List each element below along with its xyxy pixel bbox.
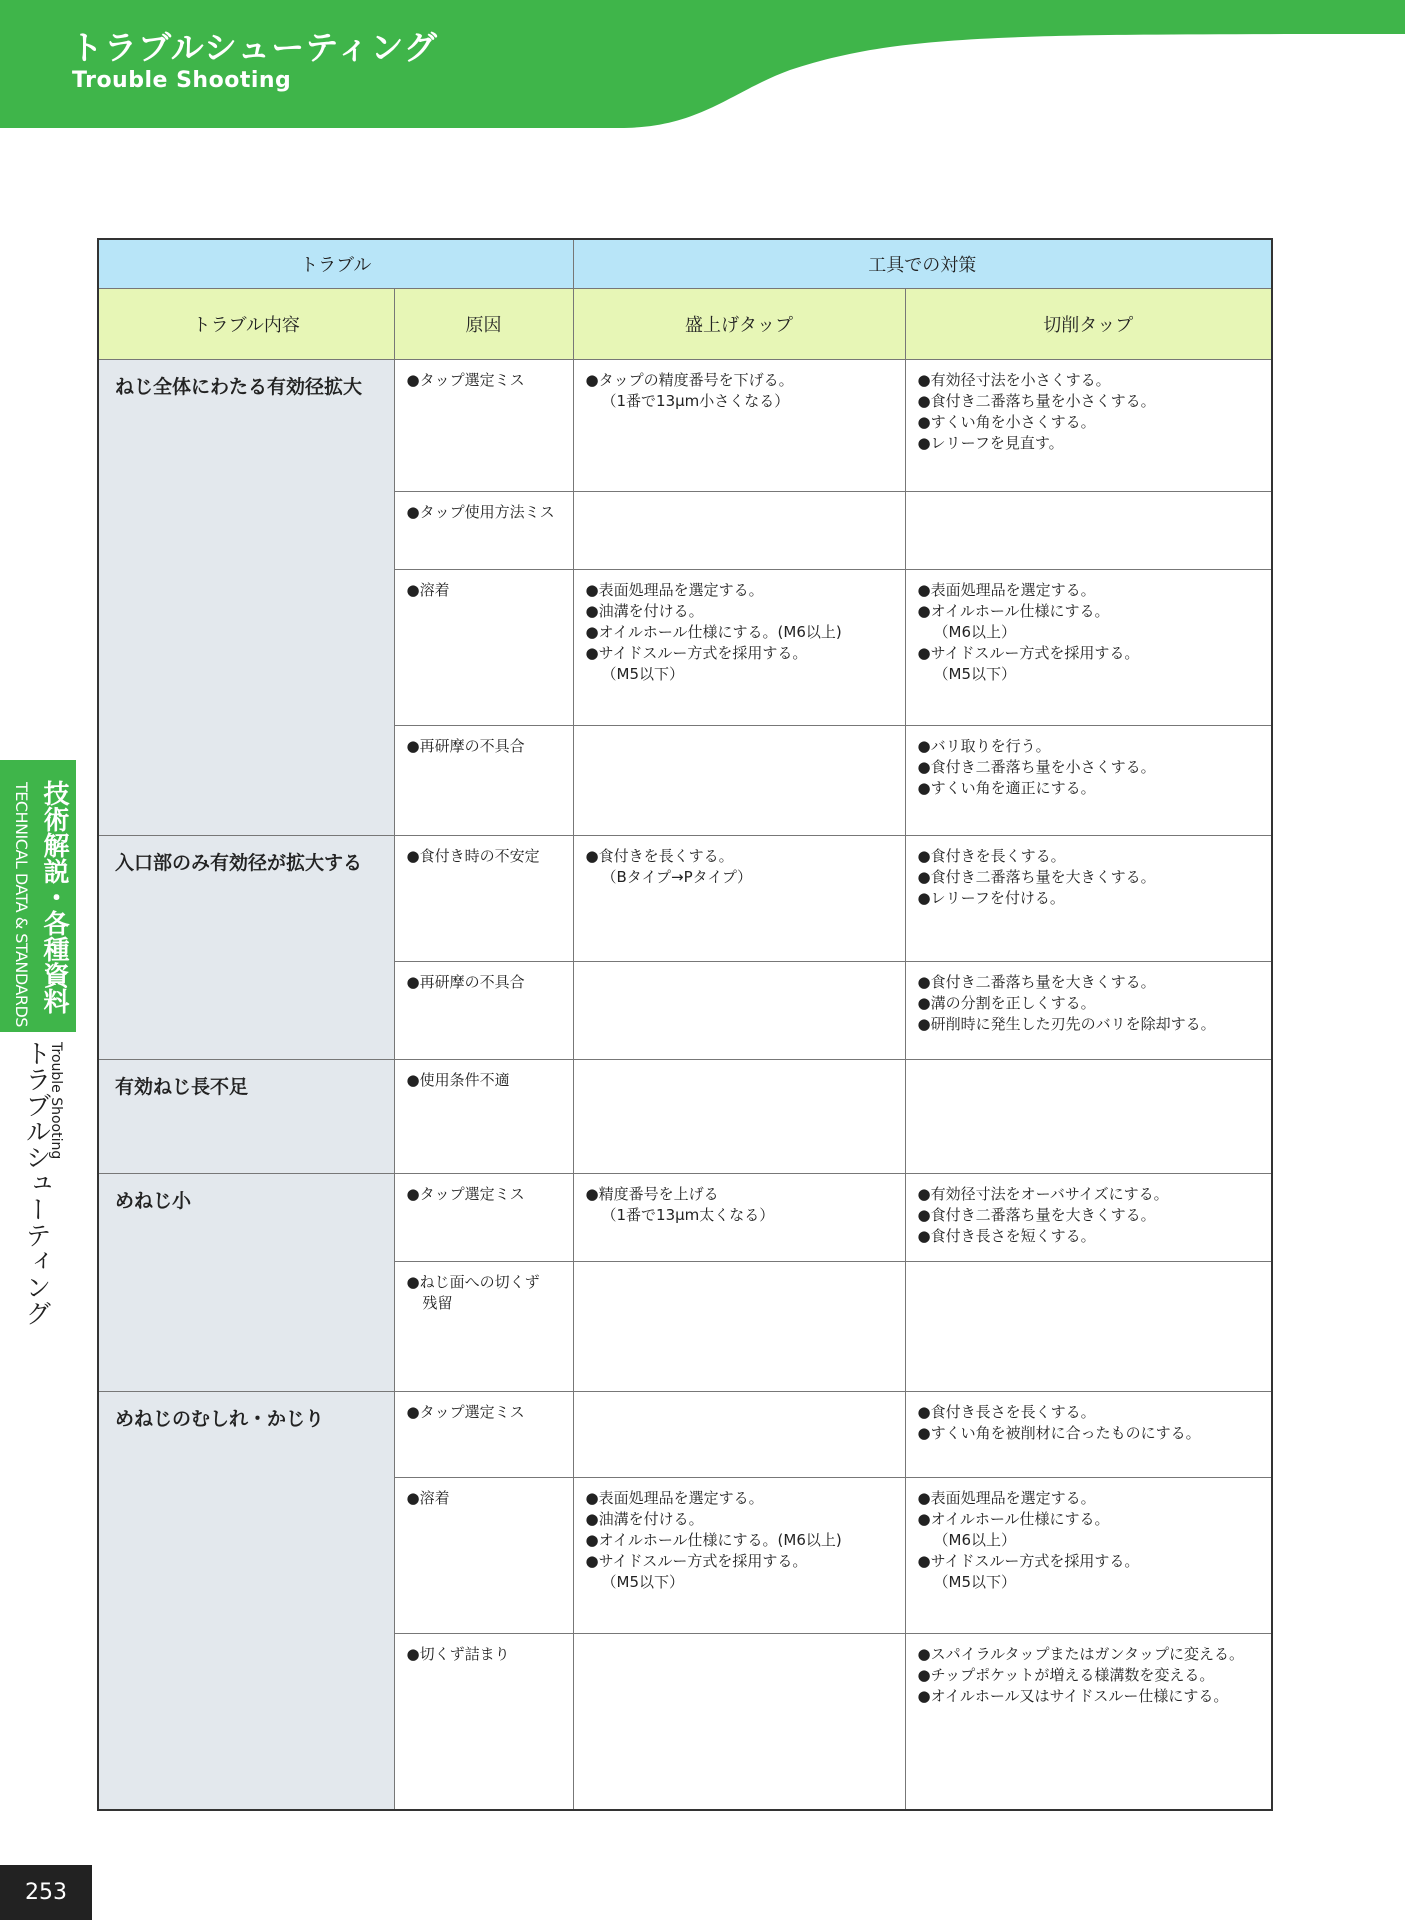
forming-cell xyxy=(573,1174,905,1262)
cause-line: ●食付き時の不安定 xyxy=(406,847,540,865)
cause-cell xyxy=(394,1262,573,1392)
forming-line: ●食付きを長くする。 xyxy=(585,847,734,865)
cutting-line: ●表面処理品を選定する。 xyxy=(917,581,1096,599)
forming-line: ●オイルホール仕様にする。(M6以上) xyxy=(585,1531,842,1549)
cutting-line: ●食付き二番落ち量を小さくする。 xyxy=(917,758,1156,776)
cutting-cell xyxy=(905,726,1272,836)
side-category-en: TECHNICAL DATA & STANDARDS xyxy=(12,782,31,1027)
cause-line: ●溶着 xyxy=(406,1489,450,1507)
table-body xyxy=(98,360,1272,1810)
cause-line: ●タップ選定ミス xyxy=(406,1185,525,1203)
cutting-line: ●オイルホール仕様にする。 xyxy=(917,1510,1110,1528)
table-row xyxy=(98,1060,1272,1174)
cutting-line: ●食付きを長くする。 xyxy=(917,847,1066,865)
trouble-content-cell: 有効ねじ長不足 xyxy=(98,1060,394,1174)
cause-line: ●再研摩の不具合 xyxy=(406,973,525,991)
forming-line: ●タップの精度番号を下げる。 xyxy=(585,371,794,389)
cutting-cell xyxy=(905,1060,1272,1174)
cutting-cell xyxy=(905,1174,1272,1262)
page-number: 253 xyxy=(0,1865,92,1920)
forming-cell xyxy=(573,1634,905,1810)
cutting-cell xyxy=(905,836,1272,962)
cutting-line: ●食付き二番落ち量を大きくする。 xyxy=(917,868,1156,886)
trouble-content-cell: 入口部のみ有効径が拡大する xyxy=(98,836,394,1060)
forming-cell xyxy=(573,1478,905,1634)
cause-cell xyxy=(394,492,573,570)
column-forming-tap: 盛上げタップ xyxy=(573,289,905,360)
cutting-line: ●すくい角を被削材に合ったものにする。 xyxy=(917,1424,1201,1442)
cause-cell xyxy=(394,1478,573,1634)
cutting-line: ●食付き二番落ち量を小さくする。 xyxy=(917,392,1156,410)
cutting-line: ●レリーフを付ける。 xyxy=(917,889,1065,907)
cutting-line: ●すくい角を小さくする。 xyxy=(917,413,1096,431)
cutting-line: ●チップポケットが増える様溝数を変える。 xyxy=(917,1666,1215,1684)
cause-line: ●使用条件不適 xyxy=(406,1071,510,1089)
forming-line: （M5以下） xyxy=(601,1573,684,1591)
cause-line: ●溶着 xyxy=(406,581,450,599)
cutting-cell xyxy=(905,1478,1272,1634)
cause-cell xyxy=(394,726,573,836)
forming-cell xyxy=(573,836,905,962)
table-row xyxy=(98,1174,1272,1262)
page-title: トラブルシューティング xyxy=(70,28,438,67)
cutting-line: ●すくい角を適正にする。 xyxy=(917,779,1096,797)
cutting-cell xyxy=(905,492,1272,570)
cause-cell xyxy=(394,1060,573,1174)
cause-cell xyxy=(394,1392,573,1478)
cutting-cell xyxy=(905,1634,1272,1810)
cause-line: ●ねじ面への切くず xyxy=(406,1273,540,1291)
cause-cell xyxy=(394,962,573,1060)
forming-line: ●油溝を付ける。 xyxy=(585,602,704,620)
trouble-content-cell: ねじ全体にわたる有効径拡大 xyxy=(98,360,394,836)
cutting-line: ●スパイラルタップまたはガンタップに変える。 xyxy=(917,1645,1244,1663)
cutting-line: ●溝の分割を正しくする。 xyxy=(917,994,1096,1012)
cutting-line: ●食付き長さを長くする。 xyxy=(917,1403,1096,1421)
forming-line: ●オイルホール仕様にする。(M6以上) xyxy=(585,623,842,641)
header-trouble: トラブル xyxy=(98,239,573,289)
forming-line: （1番で13μm小さくなる） xyxy=(601,392,790,410)
cutting-cell xyxy=(905,962,1272,1060)
forming-cell xyxy=(573,570,905,726)
trouble-content-cell: めねじのむしれ・かじり xyxy=(98,1392,394,1810)
side-section-ja: トラブルシューティング xyxy=(21,1040,51,1326)
forming-line: ●表面処理品を選定する。 xyxy=(585,581,764,599)
cutting-line: （M6以上） xyxy=(933,623,1016,641)
table-row xyxy=(98,836,1272,962)
cause-line: ●タップ使用方法ミス xyxy=(406,503,555,521)
cutting-line: （M5以下） xyxy=(933,665,1016,683)
cause-line: 残留 xyxy=(422,1294,453,1312)
cutting-cell xyxy=(905,1262,1272,1392)
cutting-line: ●オイルホール又はサイドスルー仕様にする。 xyxy=(917,1687,1229,1705)
cutting-line: ●有効径寸法をオーバサイズにする。 xyxy=(917,1185,1169,1203)
header-measures: 工具での対策 xyxy=(573,239,1272,289)
column-cause: 原因 xyxy=(394,289,573,360)
trouble-content-cell: めねじ小 xyxy=(98,1174,394,1392)
cause-cell xyxy=(394,1174,573,1262)
forming-line: （1番で13μm太くなる） xyxy=(601,1206,775,1224)
cutting-line: ●オイルホール仕様にする。 xyxy=(917,602,1110,620)
table-row xyxy=(98,1392,1272,1478)
cause-cell xyxy=(394,836,573,962)
cutting-line: ●有効径寸法を小さくする。 xyxy=(917,371,1111,389)
cutting-line: ●食付き二番落ち量を大きくする。 xyxy=(917,1206,1156,1224)
cause-line: ●再研摩の不具合 xyxy=(406,737,525,755)
cause-cell xyxy=(394,570,573,726)
forming-cell xyxy=(573,1392,905,1478)
cutting-line: ●レリーフを見直す。 xyxy=(917,434,1064,452)
cutting-cell xyxy=(905,1392,1272,1478)
forming-line: （Bタイプ→Pタイプ） xyxy=(601,868,753,886)
forming-cell xyxy=(573,1262,905,1392)
cause-cell xyxy=(394,360,573,492)
cutting-cell xyxy=(905,570,1272,726)
forming-line: ●サイドスルー方式を採用する。 xyxy=(585,644,808,662)
cutting-cell xyxy=(905,360,1272,492)
cutting-line: ●食付き二番落ち量を大きくする。 xyxy=(917,973,1156,991)
cutting-line: ●表面処理品を選定する。 xyxy=(917,1489,1096,1507)
cutting-line: ●研削時に発生した刃先のバリを除却する。 xyxy=(917,1015,1216,1033)
cutting-line: （M5以下） xyxy=(933,1573,1016,1591)
forming-cell xyxy=(573,492,905,570)
column-cutting-tap: 切削タップ xyxy=(905,289,1272,360)
forming-line: ●表面処理品を選定する。 xyxy=(585,1489,764,1507)
column-trouble-content: トラブル内容 xyxy=(98,289,394,360)
forming-cell xyxy=(573,360,905,492)
forming-cell xyxy=(573,1060,905,1174)
side-category-ja: 技術解説・各種資料 xyxy=(39,780,69,1014)
cause-line: ●タップ選定ミス xyxy=(406,1403,525,1421)
cause-line: ●切くず詰まり xyxy=(406,1645,510,1663)
cutting-line: ●食付き長さを短くする。 xyxy=(917,1227,1096,1245)
forming-cell xyxy=(573,962,905,1060)
forming-line: ●精度番号を上げる xyxy=(585,1185,719,1203)
cause-cell xyxy=(394,1634,573,1810)
cause-line: ●タップ選定ミス xyxy=(406,371,525,389)
cutting-line: （M6以上） xyxy=(933,1531,1016,1549)
page-subtitle: Trouble Shooting xyxy=(72,68,292,93)
cutting-line: ●バリ取りを行う。 xyxy=(917,737,1051,755)
cutting-line: ●サイドスルー方式を採用する。 xyxy=(917,1552,1140,1570)
cutting-line: ●サイドスルー方式を採用する。 xyxy=(917,644,1140,662)
forming-cell xyxy=(573,726,905,836)
forming-line: ●サイドスルー方式を採用する。 xyxy=(585,1552,808,1570)
trouble-table xyxy=(97,238,1273,1811)
forming-line: ●油溝を付ける。 xyxy=(585,1510,704,1528)
table-row xyxy=(98,360,1272,492)
forming-line: （M5以下） xyxy=(601,665,684,683)
side-section-en: Trouble Shooting xyxy=(48,1042,64,1160)
